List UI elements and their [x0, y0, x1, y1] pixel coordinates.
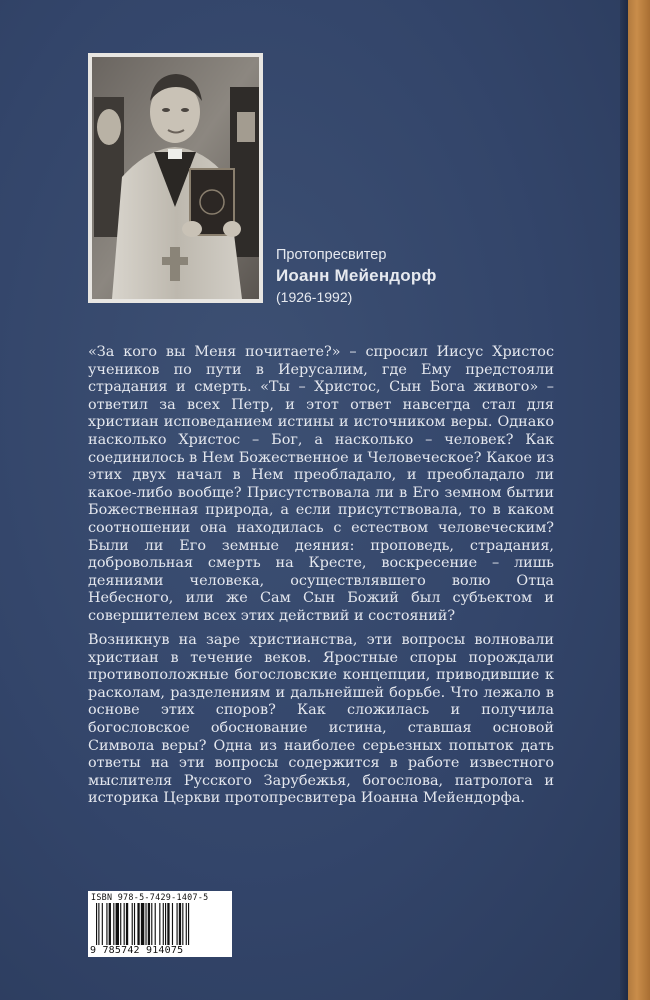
barcode-bars — [96, 903, 224, 945]
author-years: (1926-1992) — [276, 289, 353, 305]
isbn-barcode — [88, 891, 232, 957]
author-photo — [88, 53, 263, 303]
page-edge — [628, 0, 650, 1000]
author-name: Иоанн Мейендорф — [276, 266, 437, 285]
author-portrait-image — [92, 57, 259, 299]
description-paragraph-1: «За кого вы Меня почитаете?» – спросил Иисус Христос учеников по пути в Иерусалим, где Ему предстояли страдания и смерть. «Ты – Христос, Сын Бога живого» – ответил за всех Петр, и этот ответ навсегда стал для христиан исповеданием истины и источником веры. Однако насколько Христос – Бог, а насколько – человек? Как соединилось в Нем Божественное и Человеческое? Какое из этих двух начал в Нем преобладало, и преобладало ли какое-либо вообще? Присутствовала ли в Его земном бытии Божественная природа, а если присутствовала, то в каком соотношении она находилась с естеством человеческим? Были ли Его земные деяния: проповедь, страдания, добровольная смерть на Кресте, воскресение – лишь деяниями человека, осуществлявшего волю Отца Небесного, или же Сам Сын Божий был субъектом и совершителем всех этих действий и состояний? — [88, 344, 554, 624]
author-role: Протопресвитер — [276, 247, 387, 263]
author-info — [276, 246, 437, 306]
barcode-digits: 9 785742 914075 — [90, 945, 184, 956]
cover-edge — [620, 0, 628, 1000]
isbn-label: ISBN 978-5-7429-1407-5 — [91, 892, 209, 902]
description-paragraph-2: Возникнув на заре христианства, эти вопросы волновали христиан в течение веков. Яростные споры порождали противоположные богословские концепции, приводившие к расколам, разделениям и дальнейшей борьбе. Что лежало в основе этих споров? Как сложилась и получила богословское обоснование истина, ставшая основой Символа веры? Одна из наиболее серьезных попыток дать ответы на эти вопросы содержится в работе известного мыслителя Русского Зарубежья, богослова, патролога и историка Церкви протопресвитера Иоанна Мейендорфа. — [88, 632, 554, 807]
